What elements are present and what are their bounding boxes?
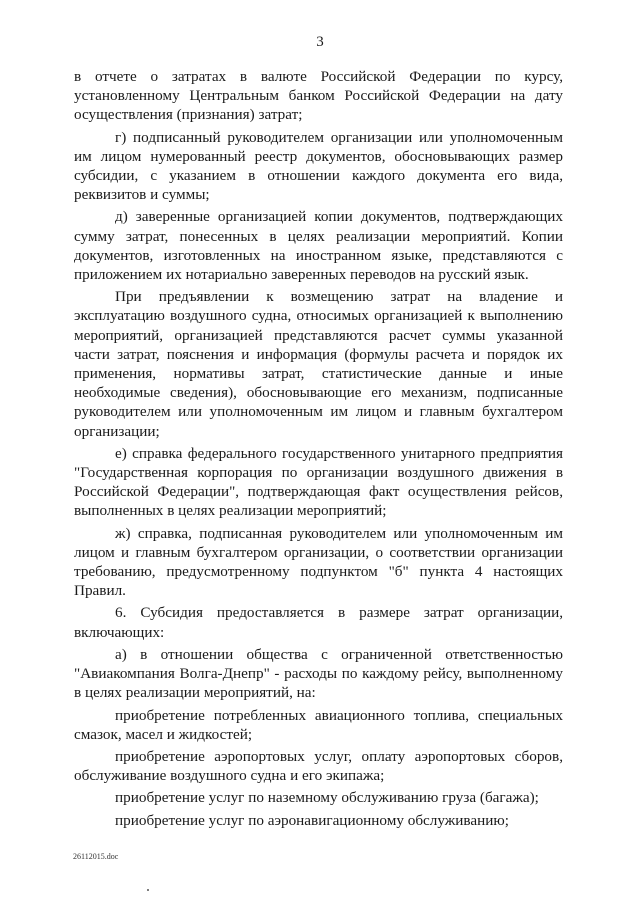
scan-speck	[147, 889, 149, 891]
paragraph-item-d: д) заверенные организацией копии документов, подтверждающих сумму затрат, понесенных в целях реализации мероприятий. Копии документов, изготовленных на иностранном языке, представляются с приложением их нотариально заверенных переводов на русский язык.	[74, 208, 563, 284]
paragraph-airport-services: приобретение аэропортовых услуг, оплату аэропортовых сборов, обслуживание воздушного судна и его экипажа;	[74, 747, 563, 785]
page-number: 3	[316, 34, 324, 50]
paragraph-air-navigation: приобретение услуг по аэронавигационному обслуживанию;	[115, 811, 509, 829]
document-body	[74, 67, 563, 833]
paragraph-fuel: приобретение потребленных авиационного топлива, специальных смазок, масел и жидкостей;	[74, 706, 563, 743]
paragraph-item-zh: ж) справка, подписанная руководителем или уполномоченным им лицом и главным бухгалтером организации, о соответствии организации требованию, предусмотренному подпунктом "б" пункта 4 настоящих Правил.	[74, 524, 563, 600]
paragraph-section-6: 6. Субсидия предоставляется в размере затрат организации, включающих:	[74, 604, 563, 641]
paragraph-item-g: г) подписанный руководителем организации или уполномоченным им лицом нумерованный реестр документов, обосновывающих размер субсидии, с указанием в отношении каждого документа его вида, реквизитов и суммы;	[74, 128, 563, 204]
paragraph-item-e: е) справка федерального государственного унитарного предприятия "Государственная корпорация по организации воздушного движения в Российской Федерации", подтверждающая факт осуществления рейсов, выполненных в целях реализации мероприятий;	[74, 444, 563, 520]
paragraph-ground-handling: приобретение услуг по наземному обслуживанию груза (багажа);	[115, 789, 539, 807]
paragraph-report-currency: в отчете о затратах в валюте Российской Федерации по курсу, установленному Центральным банком Российской Федерации на дату осуществления (признания) затрат;	[74, 68, 563, 124]
footer-filename: 26112015.doc	[73, 852, 119, 861]
paragraph-item-a: а) в отношении общества с ограниченной ответственностью "Авиакомпания Волга-Днепр" - расходы по каждому рейсу, выполненному в целях реализации мероприятий, на:	[74, 645, 563, 702]
paragraph-aircraft-costs: При предъявлении к возмещению затрат на владение и эксплуатацию воздушного судна, относимых организацией к выполнению мероприятий, организацией представляются расчет суммы указанной части затрат, пояснения и информация (формулы расчета и порядок их применения, нормативы затрат, статистические данные и иные необходимые сведения), обосновывающие его механизм, подписанные руководителем или уполномоченным им лицом и главным бухгалтером организации;	[74, 288, 563, 440]
